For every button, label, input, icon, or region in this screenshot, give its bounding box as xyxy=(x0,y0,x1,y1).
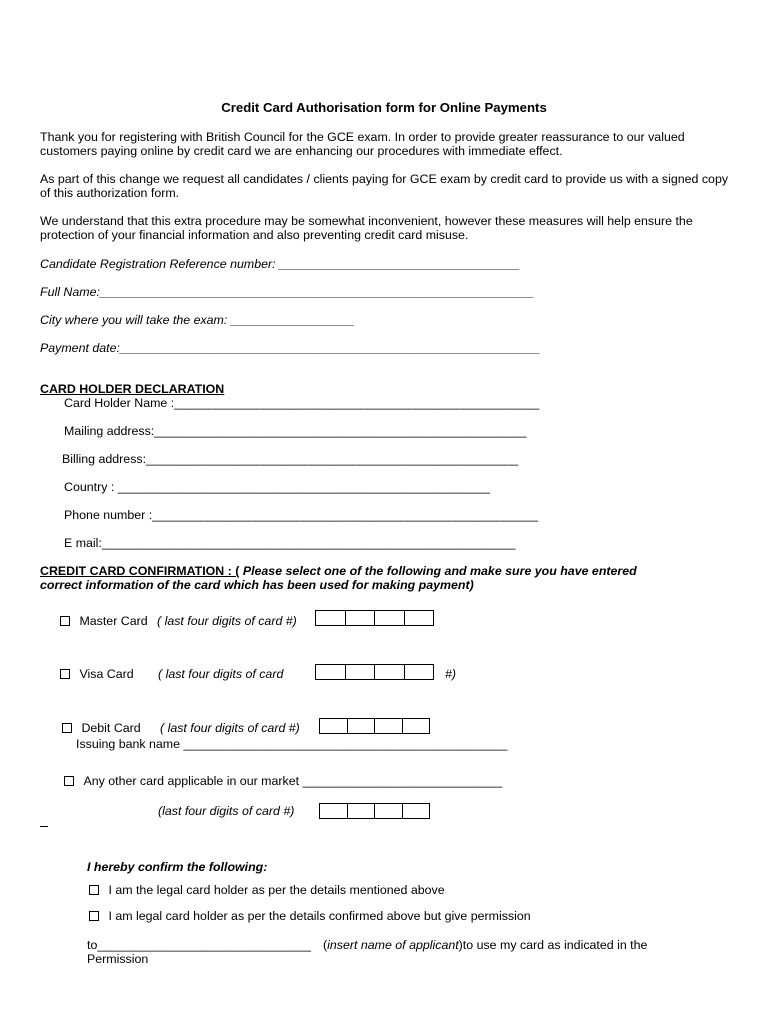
card-confirmation-instruction-2: correct information of the card which has been used for making payment) xyxy=(40,578,474,592)
master-card-label: Master Card xyxy=(79,614,148,628)
master-card-hint: ( last four digits of card #) xyxy=(157,614,297,628)
debit-card-option[interactable] xyxy=(62,721,141,735)
issuing-bank-field[interactable] xyxy=(76,737,507,751)
billing-address-label: Billing address: xyxy=(62,452,147,466)
card-confirmation-title: CREDIT CARD CONFIRMATION : ( xyxy=(40,564,240,578)
applicant-name-blank[interactable]: _______________________________ xyxy=(97,938,311,952)
visa-card-label: Visa Card xyxy=(79,667,134,681)
confirm-option-1-checkbox[interactable] xyxy=(89,885,99,895)
debit-card-checkbox[interactable] xyxy=(62,723,72,733)
payment-date-blank[interactable]: _____________________________________________________________ xyxy=(119,341,541,355)
confirm-option-1-label: I am the legal card holder as per the details mentioned above xyxy=(108,883,445,897)
other-card-digit-boxes[interactable] xyxy=(319,803,430,819)
issuing-bank-label: Issuing bank name xyxy=(76,737,184,751)
full-name-field[interactable] xyxy=(40,285,534,299)
intro-paragraph-1: Thank you for registering with British Council for the GCE exam. In order to provide greater reassurance to our valued customers paying online by credit card we are enhancing our procedures with immediate effect. xyxy=(40,130,685,159)
payment-date-label: Payment date: xyxy=(40,341,120,355)
email-label: E mail: xyxy=(64,536,102,550)
other-card-blank[interactable]: _____________________________ xyxy=(302,774,503,788)
registration-number-label: Candidate Registration Reference number: xyxy=(40,257,279,271)
mailing-address-label: Mailing address: xyxy=(64,424,155,438)
card-holder-name-label: Card Holder Name : xyxy=(64,396,175,410)
permission-line xyxy=(87,938,647,952)
master-card-digit-boxes[interactable] xyxy=(315,610,434,626)
other-card-option[interactable] xyxy=(64,774,502,788)
payment-date-field[interactable] xyxy=(40,341,540,355)
debit-card-hint: ( last four digits of card #) xyxy=(160,721,300,735)
debit-card-digit-boxes[interactable] xyxy=(319,718,430,734)
visa-card-hint: ( last four digits of card xyxy=(158,667,284,681)
other-card-label: Any other card applicable in our market xyxy=(83,774,303,788)
phone-number-label: Phone number : xyxy=(64,508,153,522)
confirm-option-2-checkbox[interactable] xyxy=(89,911,99,921)
mailing-address-field[interactable] xyxy=(64,424,526,438)
country-field[interactable] xyxy=(64,480,490,494)
visa-card-checkbox[interactable] xyxy=(60,669,70,679)
debit-card-label: Debit Card xyxy=(81,721,141,735)
declaration-heading: CARD HOLDER DECLARATION xyxy=(40,382,225,396)
visa-card-hint-close: #) xyxy=(445,667,457,681)
other-card-hint: (last four digits of card #) xyxy=(158,804,295,818)
card-holder-name-field[interactable] xyxy=(64,396,539,410)
full-name-label: Full Name: xyxy=(40,285,100,299)
exam-city-blank[interactable]: __________________ xyxy=(230,313,355,327)
card-holder-name-blank[interactable]: _____________________________________________________ xyxy=(174,396,540,410)
registration-number-blank[interactable]: ___________________________________ xyxy=(279,257,521,271)
visa-card-digit-boxes[interactable] xyxy=(315,664,434,680)
full-name-blank[interactable]: _______________________________________________________________ xyxy=(99,285,535,299)
billing-address-blank[interactable]: ______________________________________________________ xyxy=(146,452,519,466)
other-card-checkbox[interactable] xyxy=(64,776,74,786)
country-blank[interactable]: ______________________________________________________ xyxy=(117,480,490,494)
country-label: Country : xyxy=(64,480,118,494)
confirm-option-1[interactable] xyxy=(89,883,445,897)
permission-to-label: to xyxy=(87,938,98,952)
billing-address-field[interactable] xyxy=(62,452,518,466)
email-blank[interactable]: ____________________________________________________________ xyxy=(101,536,516,550)
confirm-option-2[interactable] xyxy=(89,909,531,923)
visa-card-option[interactable] xyxy=(60,667,134,681)
phone-number-field[interactable] xyxy=(64,508,538,522)
insert-close: )to use my card as indicated in the xyxy=(458,938,648,952)
confirm-heading: I hereby confirm the following: xyxy=(87,860,268,874)
insert-open: ( xyxy=(322,938,328,952)
confirm-option-2-label: I am legal card holder as per the details confirmed above but give permission xyxy=(108,909,531,923)
card-confirmation-instruction-1: Please select one of the following and make sure you have entered xyxy=(239,564,637,578)
phone-number-blank[interactable]: ________________________________________________________ xyxy=(152,508,539,522)
master-card-option[interactable] xyxy=(60,614,148,628)
intro-paragraph-3: We understand that this extra procedure may be somewhat inconvenient, however these measures will help ensure the protection of your financial information and also preventing credit card misuse. xyxy=(40,214,693,243)
email-field[interactable] xyxy=(64,536,515,550)
card-confirmation-heading xyxy=(40,564,637,578)
permission-word: Permission xyxy=(87,952,149,966)
master-card-checkbox[interactable] xyxy=(60,616,70,626)
issuing-bank-blank[interactable]: _______________________________________________ xyxy=(183,737,508,751)
exam-city-label: City where you will take the exam: xyxy=(40,313,231,327)
registration-number-field[interactable] xyxy=(40,257,520,271)
exam-city-field[interactable] xyxy=(40,313,355,327)
insert-applicant-hint: insert name of applicant xyxy=(327,938,459,952)
stray-dash xyxy=(40,826,48,827)
page-title: Credit Card Authorisation form for Online Payments xyxy=(221,100,547,115)
intro-paragraph-2: As part of this change we request all candidates / clients paying for GCE exam by credit card to provide us with a signed copy of this authorization form. xyxy=(40,172,729,201)
mailing-address-blank[interactable]: ______________________________________________________ xyxy=(154,424,527,438)
